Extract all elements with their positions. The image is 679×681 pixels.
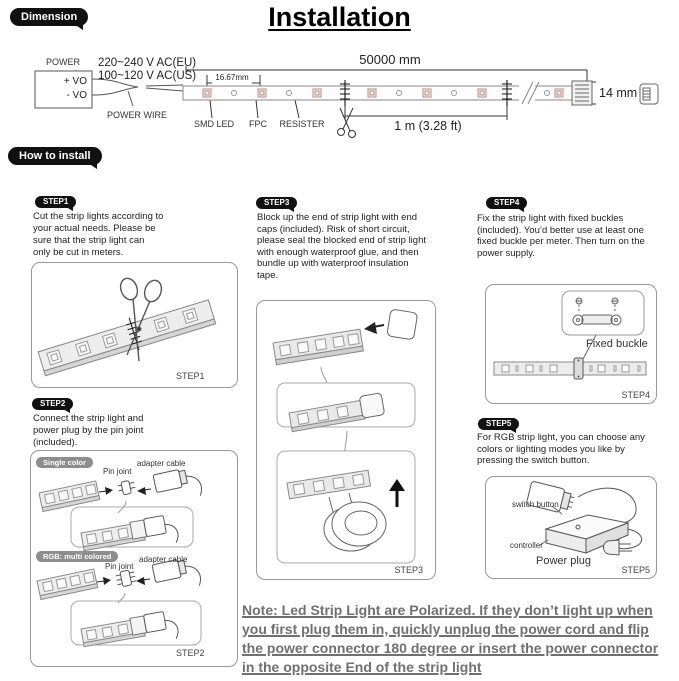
note-line: the power connector 180 degree or insert the power connector — [242, 640, 659, 656]
text-line: pressing the switch button. — [477, 455, 590, 466]
controller-label: controller — [510, 541, 543, 550]
step1-text — [33, 211, 163, 259]
callout-line — [345, 431, 347, 451]
end-cap-graphic — [387, 309, 418, 340]
strip-graphic — [494, 358, 646, 379]
strip-graphic — [37, 569, 98, 600]
power-plug-graphic — [604, 540, 633, 555]
page-title-text: Installation — [268, 2, 411, 32]
power-label: POWER — [45, 57, 81, 67]
power-plug-label: Power plug — [536, 555, 592, 567]
dimension-badge: Dimension — [10, 8, 88, 26]
text-line: power supply. — [477, 247, 535, 259]
step3-badge: STEP3 — [256, 197, 297, 209]
adapter-cable-label: adapter cable — [137, 459, 186, 468]
pin-joint-graphic — [117, 479, 136, 495]
voltage-eu-label: 220~240 V AC(EU) — [98, 57, 197, 69]
text-line: with enough waterproof glue, and then — [257, 246, 419, 258]
step2-figure-label: STEP2 — [176, 648, 205, 658]
power-wire-label: POWER WIRE — [107, 110, 167, 120]
arrow-right-icon — [97, 577, 111, 585]
rgb-multi-colored-badge: RGB: multi colored — [36, 551, 118, 562]
arrow-right-icon — [99, 487, 113, 495]
strip-graphic — [36, 294, 216, 379]
text-line: only be cut in meters. — [33, 247, 124, 258]
tape-roll-graphic — [324, 493, 386, 551]
dimension-diagram — [0, 46, 679, 146]
led-strip-graphic — [183, 82, 572, 104]
step5-figure — [485, 476, 657, 579]
step2-badge: STEP2 — [32, 398, 73, 410]
note-line: Note: Led Strip Light are Polarized. If they don’t light up when — [242, 602, 653, 618]
smd-led-label: SMD LED — [193, 119, 235, 129]
scissors-icon — [338, 108, 356, 138]
step5-badge: STEP5 — [478, 418, 519, 430]
text-line: power plug by the pin joint — [33, 425, 144, 436]
single-color-badge: Single color — [36, 457, 93, 468]
strip-graphic — [273, 329, 363, 364]
polarity-note — [242, 601, 676, 677]
adapter-cable-label: adapter cable — [139, 555, 188, 564]
step4-badge: STEP4 — [486, 197, 527, 209]
page-title — [0, 2, 679, 33]
step1-figure-label: STEP1 — [176, 371, 205, 381]
note-line: you first plug them in, quickly unplug the power cord and flip — [242, 621, 649, 637]
step3-figure-label: STEP3 — [394, 565, 423, 575]
switch-button-label: switch button — [512, 500, 559, 509]
text-line: caps (included). Risk of short circuit, — [257, 223, 410, 235]
step4-figure-label: STEP4 — [621, 390, 650, 400]
note-line: in the opposite End of the strip light — [242, 659, 482, 675]
text-line: (included). — [33, 437, 78, 448]
fpc-label: FPC — [249, 119, 267, 129]
led-pitch-label: 16.67mm — [215, 73, 249, 82]
pin-joint-label: Pin joint — [103, 467, 132, 476]
text-line: sure that the strip light can — [33, 235, 145, 246]
plus-vo-label: + VO — [63, 76, 87, 87]
step2-text — [33, 413, 143, 449]
minus-vo-label: - VO — [66, 90, 87, 101]
step1-illustration — [32, 263, 237, 387]
arrow-left-icon — [136, 577, 150, 585]
step3-figure — [256, 300, 436, 580]
text-line: For RGB strip light, you can choose any — [477, 432, 645, 443]
total-length-label: 50000 mm — [359, 52, 421, 67]
adapter-graphic — [526, 481, 575, 515]
cut-unit-label: 1 m (3.28 ft) — [394, 119, 462, 133]
text-line: fixed buckle per meter. Then turn on the — [477, 236, 645, 247]
resister-label: RESISTER — [279, 119, 325, 129]
adapter-graphic — [153, 466, 203, 505]
text-line: Connect the strip light and — [33, 413, 144, 424]
step4-figure — [485, 284, 657, 404]
text-line: Block up the end of strip light with end — [257, 212, 418, 223]
strip-width-label: 14 mm — [599, 86, 638, 100]
text-line: bundle up with waterproof insulation — [257, 258, 409, 269]
step5-figure-label: STEP5 — [621, 565, 650, 575]
how-to-install-badge: How to install — [8, 147, 102, 165]
arrow-up-icon — [389, 479, 405, 507]
callout-line — [321, 367, 327, 383]
text-line: Cut the strip lights according to — [33, 211, 164, 222]
connected-strip-graphic — [80, 610, 179, 655]
step1-badge: STEP1 — [35, 196, 76, 208]
pin-joint-graphic — [115, 569, 137, 588]
text-line: Fix the strip light with fixed buckles — [477, 213, 624, 224]
fixed-buckle-label: Fixed buckle — [586, 338, 648, 350]
pin-joint-label: Pin joint — [105, 562, 134, 571]
text-line: (included). You’d better use at least one — [477, 224, 644, 236]
step1-figure — [31, 262, 238, 388]
text-line: colors or lighting modes you like by — [477, 443, 625, 455]
text-line: tape. — [257, 269, 279, 281]
taped-strip-graphic — [287, 470, 370, 499]
step4-text — [477, 213, 645, 259]
text-line: your actual needs. Please be — [33, 223, 156, 234]
step2-figure — [30, 450, 238, 667]
step5-text — [477, 432, 645, 467]
arrow-left-icon — [364, 322, 384, 334]
step3-illustration — [257, 301, 435, 579]
text-line: please seal the blocked end of strip light — [257, 235, 426, 246]
arrow-left-icon — [137, 487, 151, 495]
step3-text — [257, 212, 426, 281]
voltage-us-label: 100~120 V AC(US) — [98, 70, 197, 82]
callout-box — [562, 291, 644, 335]
capped-strip-graphic — [288, 393, 385, 432]
